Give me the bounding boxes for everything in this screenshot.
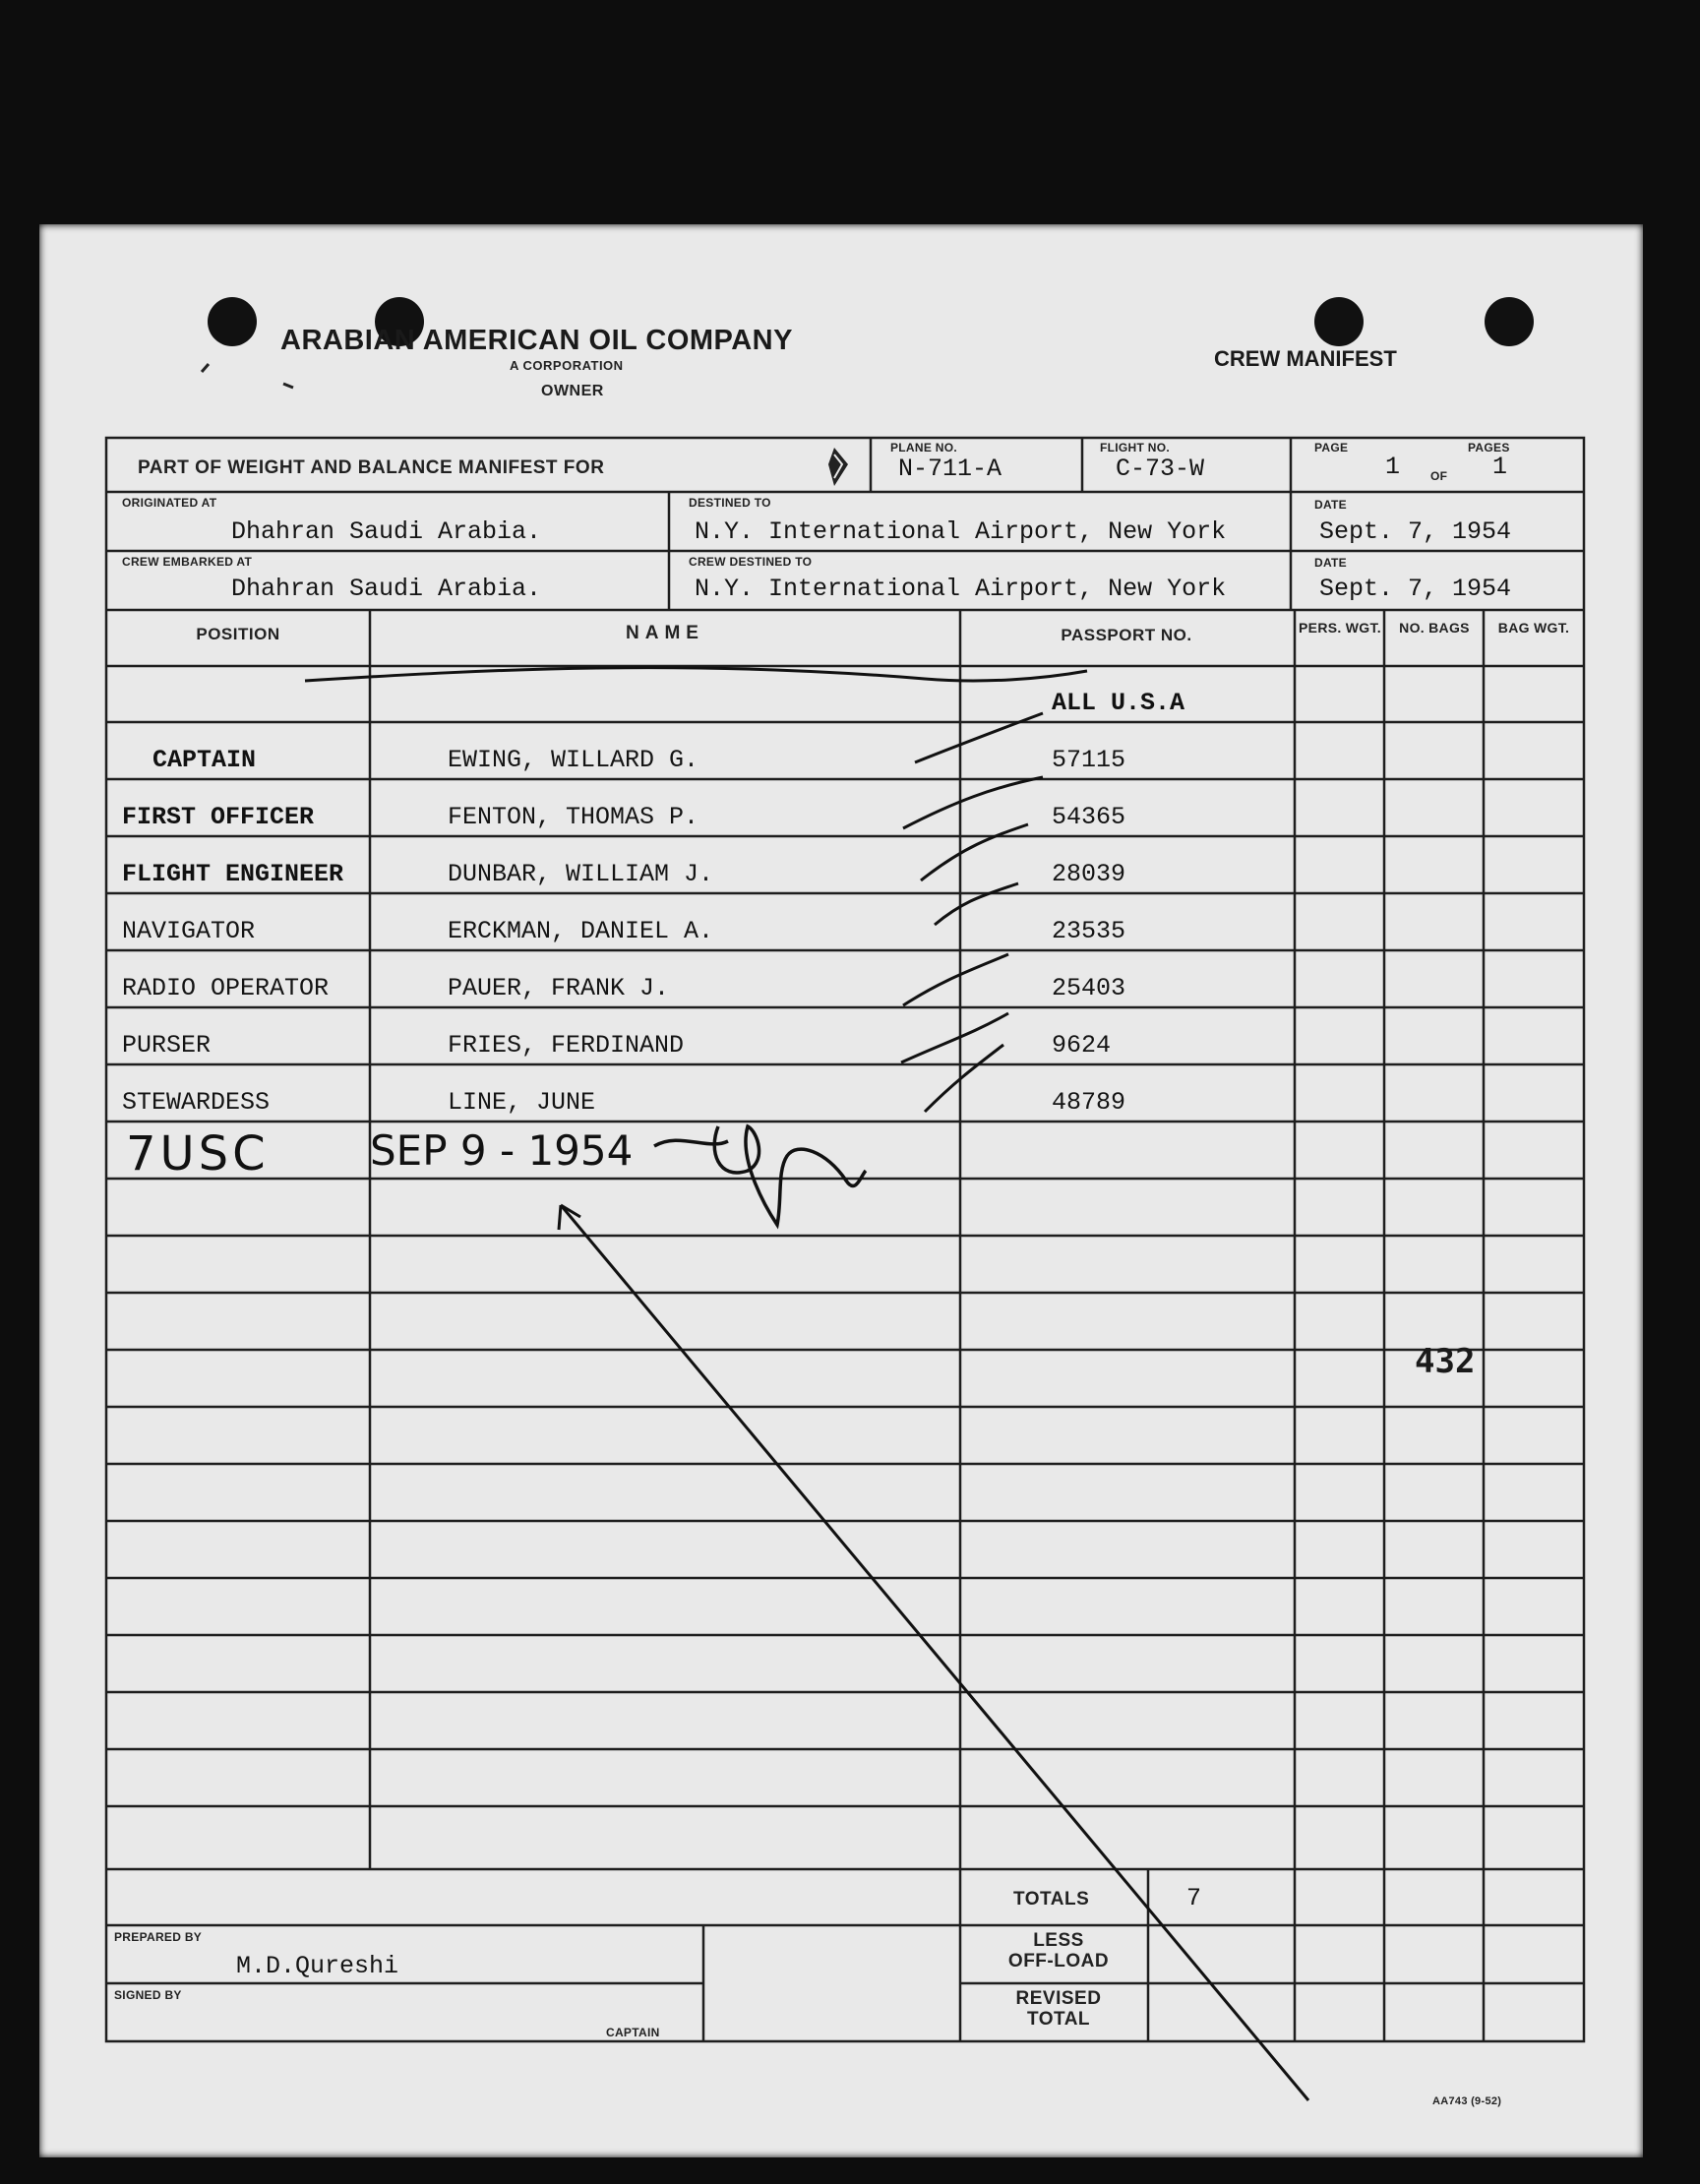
crew-position: NAVIGATOR bbox=[122, 917, 256, 945]
totals-value: 7 bbox=[1186, 1884, 1202, 1912]
crew-name: DUNBAR, WILLIAM J. bbox=[448, 860, 714, 888]
diamond-icon bbox=[828, 448, 848, 486]
date-label: DATE bbox=[1314, 498, 1347, 512]
prepared-by-label: PREPARED BY bbox=[114, 1930, 203, 1944]
crew-destined-to: N.Y. International Airport, New York bbox=[695, 575, 1227, 603]
destined-label: DESTINED TO bbox=[689, 496, 771, 510]
page-number: 1 bbox=[1385, 453, 1401, 481]
crew-position: FLIGHT ENGINEER bbox=[122, 860, 344, 888]
pages-label: PAGES bbox=[1468, 441, 1510, 455]
destined-to: N.Y. International Airport, New York bbox=[695, 517, 1227, 546]
col-name: NAME bbox=[626, 623, 704, 643]
captain-label: CAPTAIN bbox=[606, 2026, 660, 2039]
col-passport: PASSPORT NO. bbox=[1061, 626, 1192, 644]
less-label: LESS bbox=[1033, 1930, 1084, 1951]
page-label: PAGE bbox=[1314, 441, 1349, 455]
part-of-label: PART OF WEIGHT AND BALANCE MANIFEST FOR bbox=[138, 457, 605, 478]
of-label: OF bbox=[1430, 469, 1448, 483]
owner-label: OWNER bbox=[541, 383, 604, 399]
originated-at: Dhahran Saudi Arabia. bbox=[231, 517, 542, 546]
plane-no-label: PLANE NO. bbox=[890, 441, 958, 455]
totals-label: TOTALS bbox=[1013, 1889, 1090, 1910]
date-stamp: SEP 9 - 1954 bbox=[370, 1126, 634, 1175]
date: Sept. 7, 1954 bbox=[1319, 517, 1512, 546]
crew-name: FENTON, THOMAS P. bbox=[448, 803, 699, 831]
crew-passport: 54365 bbox=[1052, 803, 1126, 831]
date2: Sept. 7, 1954 bbox=[1319, 575, 1512, 603]
form-title: CREW MANIFEST bbox=[1214, 346, 1397, 371]
nationality-note: ALL U.S.A bbox=[1052, 689, 1185, 717]
crew-position: PURSER bbox=[122, 1031, 212, 1060]
col-position: POSITION bbox=[196, 625, 280, 643]
col-bag-wgt: BAG WGT. bbox=[1497, 620, 1570, 636]
date2-label: DATE bbox=[1314, 556, 1347, 570]
crew-position: RADIO OPERATOR bbox=[122, 974, 330, 1002]
prepared-by: M.D.Qureshi bbox=[236, 1952, 399, 1980]
flight-no: C-73-W bbox=[1116, 455, 1205, 483]
off-load-label: OFF-LOAD bbox=[1007, 1951, 1110, 1972]
crew-destined-label: CREW DESTINED TO bbox=[689, 555, 813, 569]
crew-name: ERCKMAN, DANIEL A. bbox=[448, 917, 714, 945]
crew-name: EWING, WILLARD G. bbox=[448, 746, 699, 774]
crew-name: LINE, JUNE bbox=[448, 1088, 596, 1117]
form-code: AA743 (9-52) bbox=[1432, 2095, 1502, 2107]
company-name: ARABIAN AMERICAN OIL COMPANY bbox=[280, 325, 793, 356]
crew-position: CAPTAIN bbox=[152, 746, 257, 774]
handwritten-note: 7USC bbox=[126, 1126, 270, 1182]
col-pers-wgt: PERS. WGT. bbox=[1299, 620, 1381, 636]
stamp-number: 432 bbox=[1415, 1342, 1476, 1381]
signed-by-label: SIGNED BY bbox=[114, 1988, 182, 2002]
revised-label: REVISED bbox=[1015, 1988, 1102, 2009]
pages-total: 1 bbox=[1492, 453, 1508, 481]
crew-embarked-at: Dhahran Saudi Arabia. bbox=[231, 575, 542, 603]
originated-label: ORIGINATED AT bbox=[122, 496, 217, 510]
total-label: TOTAL bbox=[1026, 2009, 1091, 2030]
crew-name: FRIES, FERDINAND bbox=[448, 1031, 685, 1060]
flight-no-label: FLIGHT NO. bbox=[1100, 441, 1170, 455]
crew-name: PAUER, FRANK J. bbox=[448, 974, 670, 1002]
crew-passport: 23535 bbox=[1052, 917, 1126, 945]
crew-passport: 28039 bbox=[1052, 860, 1126, 888]
crew-position: STEWARDESS bbox=[122, 1088, 271, 1117]
crew-passport: 57115 bbox=[1052, 746, 1126, 774]
crew-passport: 25403 bbox=[1052, 974, 1126, 1002]
corporation-label: A CORPORATION bbox=[510, 358, 624, 373]
crew-embarked-label: CREW EMBARKED AT bbox=[122, 555, 253, 569]
col-no-bags: NO. BAGS bbox=[1399, 620, 1470, 636]
crew-passport: 48789 bbox=[1052, 1088, 1126, 1117]
crew-passport: 9624 bbox=[1052, 1031, 1112, 1060]
crew-position: FIRST OFFICER bbox=[122, 803, 315, 831]
plane-no: N-711-A bbox=[898, 455, 1002, 483]
